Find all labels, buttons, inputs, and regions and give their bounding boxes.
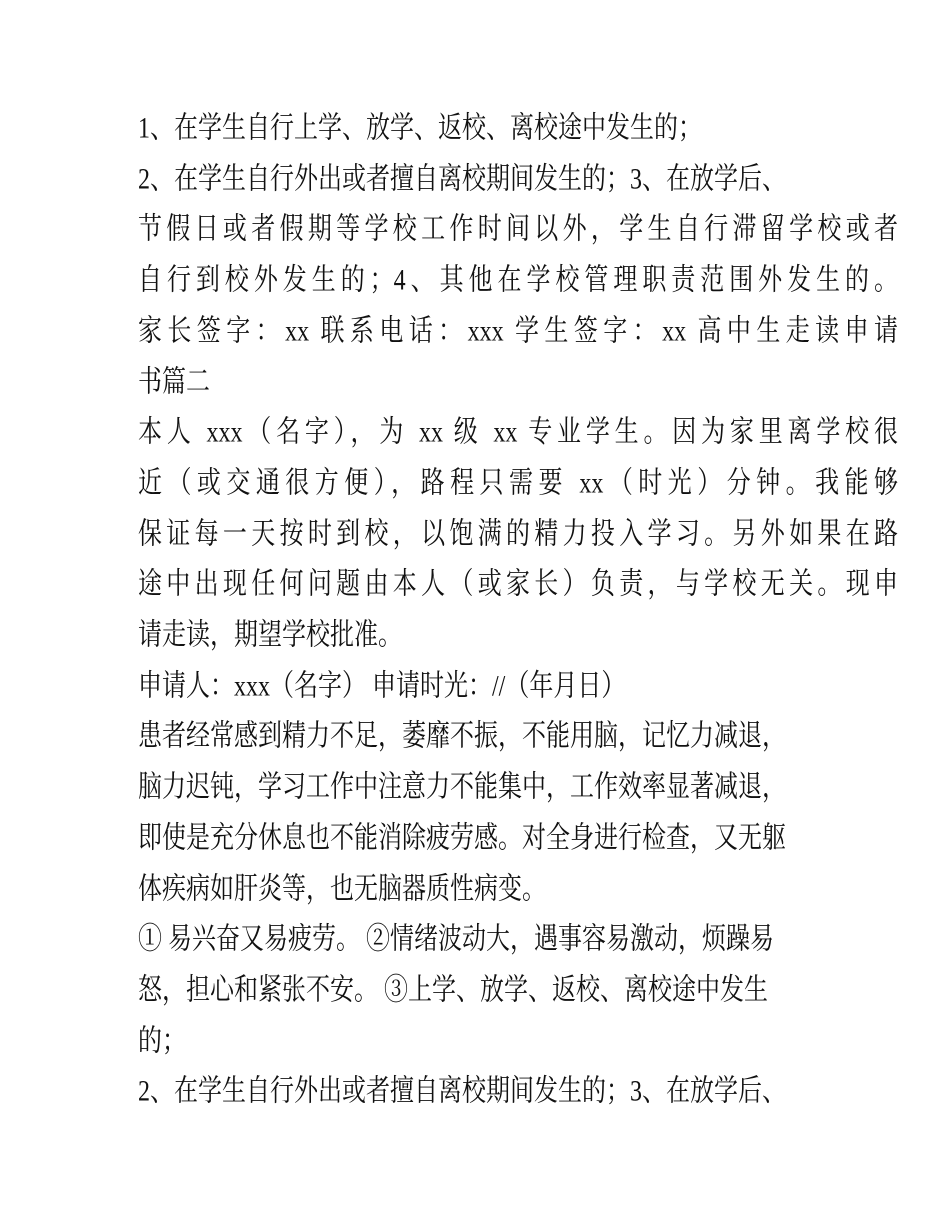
text-line: 患者经常感到精力不足，萎靡不振，不能用脑，记忆力减退， xyxy=(138,721,786,754)
text-line: 家长签字：xx 联系电话：xxx 学生签字：xx 高中生走读申请 xyxy=(138,315,898,348)
text-line: 自行到校外发生的；4、其他在学校管理职责范围外发生的。 xyxy=(138,264,898,298)
text-line: 2、在学生自行外出或者擅自离校期间发生的；3、在放学后、 xyxy=(138,163,786,196)
text-line: 1、在学生自行上学、放学、返校、离校途中发生的； xyxy=(138,112,702,146)
text-line: 途中出现任何问题由本人（或家长）负责，与学校无关。现申 xyxy=(138,568,898,602)
text-line: 保证每一天按时到校，以饱满的精力投入学习。另外如果在路 xyxy=(138,518,898,551)
document-body xyxy=(138,104,898,1118)
text-line: 怒，担心和紧张不安。 ③上学、放学、返校、离校途中发生 xyxy=(138,974,768,1008)
text-line: 脑力迟钝，学习工作中注意力不能集中，工作效率显著减退， xyxy=(138,771,786,805)
text-line: 书篇二 xyxy=(138,366,210,399)
text-line: 即使是充分休息也不能消除疲劳感。对全身进行检查，又无躯 xyxy=(138,822,786,856)
text-line: 节假日或者假期等学校工作时间以外，学生自行滞留学校或者 xyxy=(138,214,898,247)
text-line: 请走读，期望学校批准。 xyxy=(138,619,402,653)
text-line: 体疾病如肝炎等，也无脑器质性病变。 xyxy=(138,873,546,906)
text-line: 申请人：xxx（名字） 申请时光：//（年月日） xyxy=(138,670,626,703)
text-line: 的； xyxy=(138,1025,186,1058)
text-line: ① 易兴奋又易疲劳。 ②情绪波动大，遇事容易激动，烦躁易 xyxy=(138,923,774,957)
text-line: 本人 xxx（名字），为 xx 级 xx 专业学生。因为家里离学校很 xyxy=(138,416,898,450)
text-line: 近（或交通很方便），路程只需要 xx（时光）分钟。我能够 xyxy=(138,467,898,501)
text-line: 2、在学生自行外出或者擅自离校期间发生的；3、在放学后、 xyxy=(138,1076,786,1109)
